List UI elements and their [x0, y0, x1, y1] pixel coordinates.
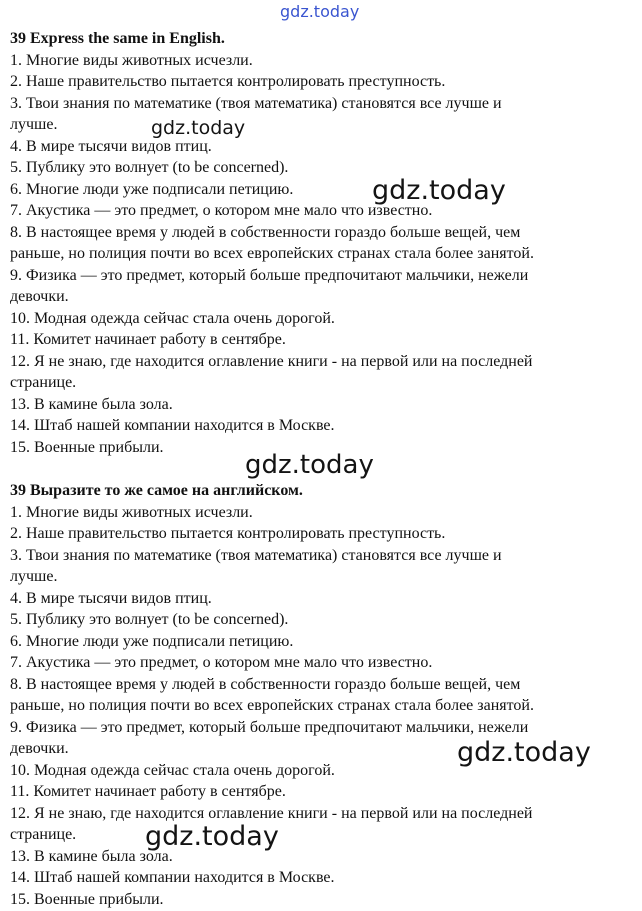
watermark: gdz.today	[151, 117, 246, 139]
exercise-line: 10. Модная одежда сейчас стала очень дорогой.	[10, 309, 335, 327]
exercise-line: 9. Физика — это предмет, который больше предпочитают мальчики, нежели	[10, 266, 529, 284]
exercise-line: 13. В камине была зола.	[10, 395, 173, 413]
exercise-line: 11. Комитет начинает работу в сентябре.	[10, 331, 286, 348]
exercise-line: лучше.	[10, 116, 58, 133]
exercise-line: 15. Военные прибыли.	[10, 438, 164, 456]
exercise-line: раньше, но полиция почти во всех европейских странах стала более занятой.	[10, 697, 534, 714]
exercise-line: 8. В настоящее время у людей в собственности гораздо больше вещей, чем	[10, 675, 521, 693]
exercise-line: 15. Военные прибыли.	[10, 890, 164, 908]
exercise-line: 14. Штаб нашей компании находится в Москве.	[10, 417, 335, 434]
exercise-line: странице.	[10, 374, 77, 391]
exercise-line: 5. Публику это волнует (to be concerned).	[10, 159, 289, 176]
exercise-line: 4. В мире тысячи видов птиц.	[10, 589, 212, 607]
watermark: gdz.today	[457, 737, 591, 768]
section-heading-russian: 39 Выразите то же самое на английском.	[10, 482, 303, 499]
exercise-line: 7. Акустика — это предмет, о котором мне мало что известно.	[10, 202, 433, 219]
exercise-line: 2. Наше правительство пытается контролировать преступность.	[10, 525, 446, 542]
exercise-line: 9. Физика — это предмет, который больше предпочитают мальчики, нежели	[10, 718, 529, 736]
exercise-line: 6. Многие люди уже подписали петицию.	[10, 632, 294, 650]
watermark-top: gdz.today	[280, 2, 360, 21]
exercise-line: странице.	[10, 826, 77, 843]
exercise-line: 2. Наше правительство пытается контролировать преступность.	[10, 73, 446, 90]
exercise-line: лучше.	[10, 568, 58, 585]
exercise-line: 12. Я не знаю, где находится оглавление книги - на первой или на последней	[10, 352, 533, 370]
exercise-line: 13. В камине была зола.	[10, 847, 173, 865]
exercise-line: 6. Многие люди уже подписали петицию.	[10, 180, 294, 198]
exercise-line: 12. Я не знаю, где находится оглавление книги - на первой или на последней	[10, 804, 533, 822]
exercise-line: 7. Акустика — это предмет, о котором мне мало что известно.	[10, 654, 433, 671]
exercise-line: 1. Многие виды животных исчезли.	[10, 51, 253, 69]
exercise-line: раньше, но полиция почти во всех европейских странах стала более занятой.	[10, 245, 534, 262]
watermark: gdz.today	[145, 821, 279, 852]
exercise-line: 8. В настоящее время у людей в собственности гораздо больше вещей, чем	[10, 223, 521, 241]
watermark: gdz.today	[245, 450, 374, 480]
exercise-line: 3. Твои знания по математике (твоя математика) становятся все лучше и	[10, 94, 502, 112]
exercise-line: 4. В мире тысячи видов птиц.	[10, 137, 212, 155]
exercise-line: 14. Штаб нашей компании находится в Москве.	[10, 869, 335, 886]
exercise-line: 3. Твои знания по математике (твоя математика) становятся все лучше и	[10, 546, 502, 564]
watermark: gdz.today	[372, 175, 506, 206]
exercise-line: 5. Публику это волнует (to be concerned).	[10, 611, 289, 628]
exercise-line: девочки.	[10, 740, 69, 757]
exercise-line: 1. Многие виды животных исчезли.	[10, 503, 253, 521]
section-heading-english: 39 Express the same in English.	[10, 30, 225, 47]
exercise-line: 10. Модная одежда сейчас стала очень дорогой.	[10, 761, 335, 779]
exercise-line: девочки.	[10, 288, 69, 305]
exercise-line: 11. Комитет начинает работу в сентябре.	[10, 783, 286, 800]
